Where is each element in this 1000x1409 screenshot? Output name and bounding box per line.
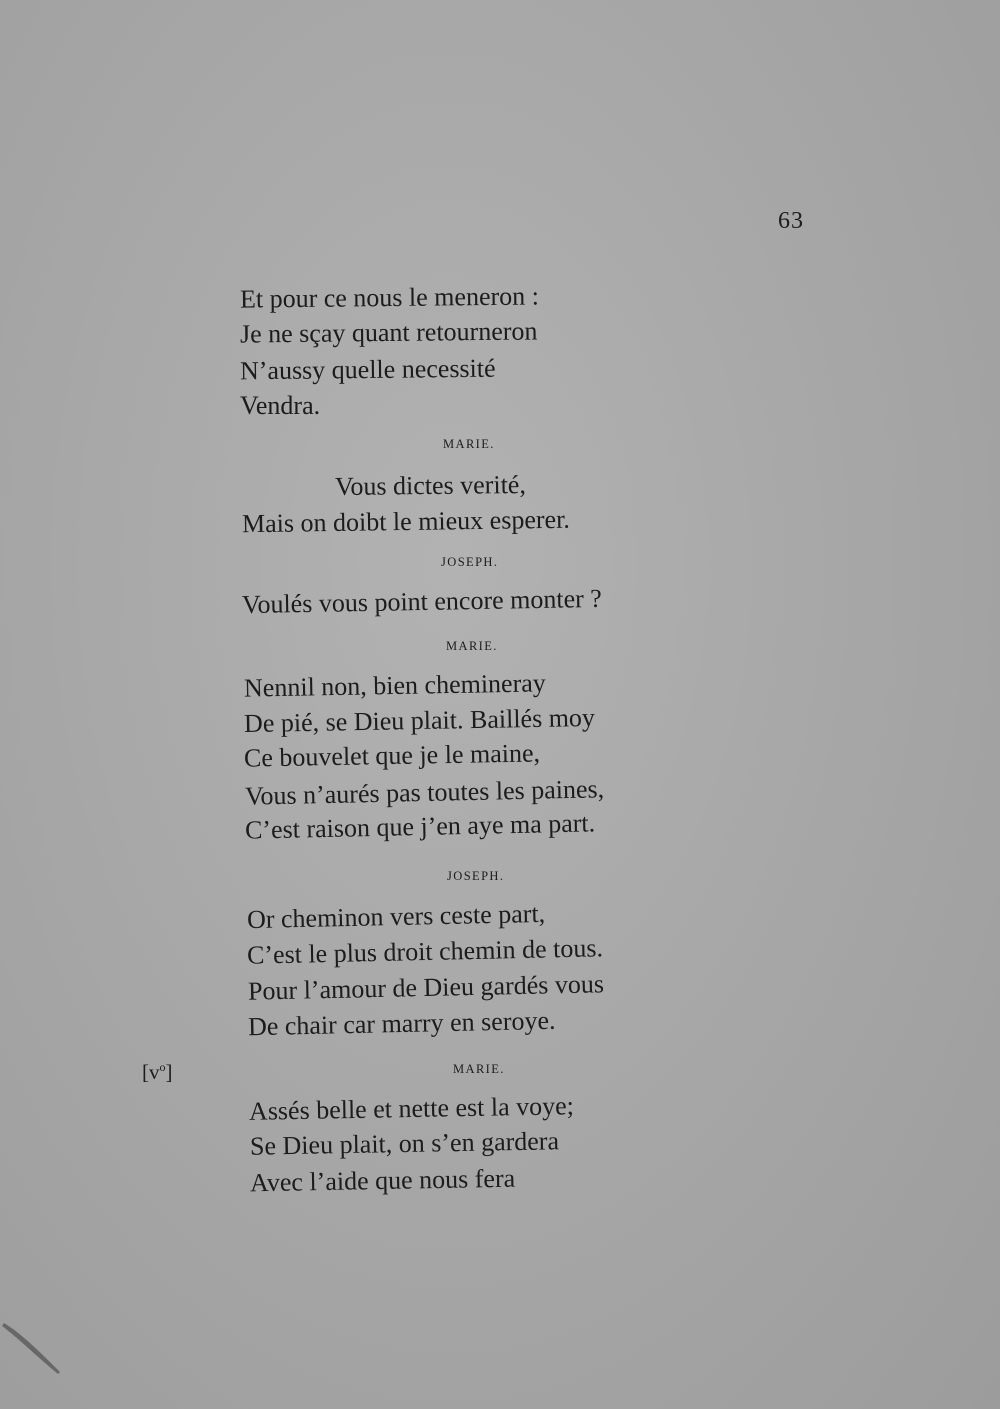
verse-line: Ce bouvelet que je le maine, bbox=[243, 738, 541, 773]
speaker-name: MARIE. bbox=[446, 639, 498, 653]
margin-note bbox=[142, 1060, 173, 1085]
verse-line: N’aussy quelle necessité bbox=[239, 353, 496, 386]
verse-line: Avec l’aide que nous fera bbox=[249, 1163, 516, 1198]
margin-note-letter: v bbox=[149, 1060, 160, 1084]
speaker-name: MARIE. bbox=[453, 1062, 505, 1076]
page-number: 63 bbox=[778, 208, 804, 234]
verse-line: Vous n’aurés pas toutes les paines, bbox=[244, 774, 605, 811]
margin-note-bracket-close: ] bbox=[165, 1060, 173, 1084]
verse-line: Pour l’amour de Dieu gardés vous bbox=[247, 969, 605, 1006]
verse-line: C’est raison que j’en aye ma part. bbox=[244, 808, 596, 845]
paper-scuff-mark bbox=[0, 1320, 70, 1380]
verse-line: Nennil non, bien chemineray bbox=[243, 668, 547, 703]
verse-line: Vous dictes verité, bbox=[334, 470, 527, 501]
verse-line: Et pour ce nous le meneron : bbox=[239, 281, 540, 314]
verse-line: Je ne sçay quant retourneron bbox=[239, 316, 538, 349]
verse-line: C’est le plus droit chemin de tous. bbox=[246, 933, 604, 970]
speaker-name: JOSEPH. bbox=[447, 869, 505, 883]
verse-line: Vendra. bbox=[240, 391, 321, 420]
verse-line: Assés belle et nette est la voye; bbox=[248, 1091, 575, 1126]
verse-line: Mais on doibt le mieux esperer. bbox=[241, 504, 571, 539]
verse-line: Voulés vous point encore monter ? bbox=[241, 583, 603, 620]
margin-note-bracket-open: [ bbox=[142, 1060, 149, 1084]
speaker-name: MARIE. bbox=[443, 437, 495, 451]
verse-line: Se Dieu plait, on s’en gardera bbox=[249, 1126, 560, 1161]
verse-line: De chair car marry en seroye. bbox=[247, 1005, 556, 1042]
verse-line: Or cheminon vers ceste part, bbox=[246, 898, 546, 935]
verse-line: De pié, se Dieu plait. Baillés moy bbox=[243, 702, 596, 739]
speaker-name: JOSEPH. bbox=[441, 555, 499, 569]
margin-note-superscript: o bbox=[159, 1060, 166, 1074]
